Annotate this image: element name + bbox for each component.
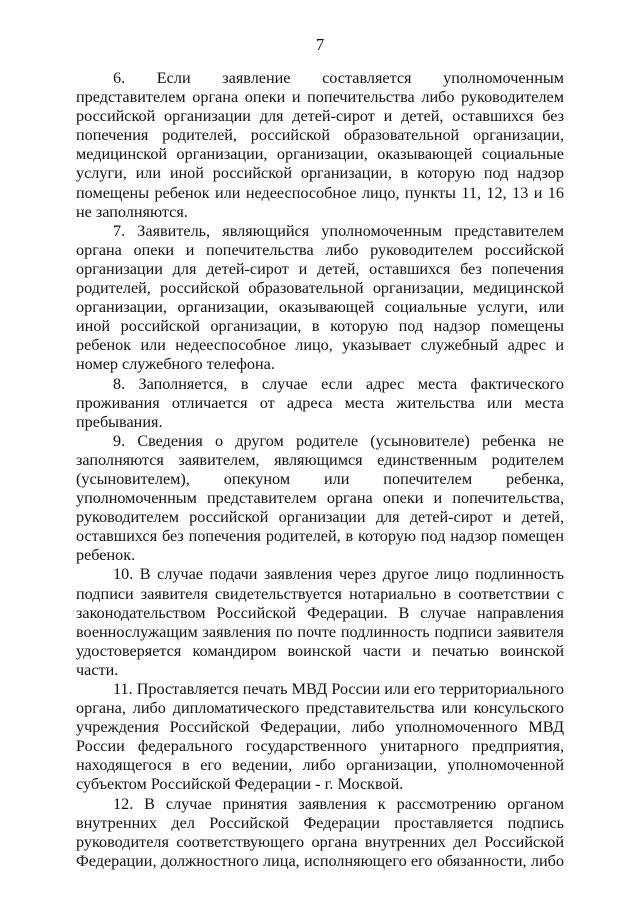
paragraph-12: 12. В случае принятия заявления к рассмотрению органом внутренних дел Российской Федерации проставляется подпись руководителя соответствующего органа внутренних дел Российской Федерации, должностного лица, исполняющего его обязанности, либо xyxy=(76,794,564,870)
paragraph-8: 8. Заполняется, в случае если адрес места фактического проживания отличается от адреса места жительства или места пребывания. xyxy=(76,374,564,431)
paragraph-9: 9. Сведения о другом родителе (усыновителе) ребенка не заполняются заявителем, являющимся единственным родителем (усыновителем), опекуном или попечителем ребенка, уполномоченным представителем органа опеки и попечительства, руководителем российской организации для детей-сирот и детей, оставшихся без попечения родителей, в которую под надзор помещен ребенок. xyxy=(76,431,564,565)
page-number: 7 xyxy=(315,35,325,54)
paragraph-6: 6. Если заявление составляется уполномоченным представителем органа опеки и попечительства либо руководителем российской организации для детей-сирот и детей, оставшихся без попечения родителей, российской образовательной организации, медицинской организации, организации, оказывающей социальные услуги, или иной российской организации, в которую под надзор помещены ребенок или недееспособное лицо, пункты 11, 12, 13 и 16 не заполняются. xyxy=(76,69,564,221)
paragraph-11: 11. Проставляется печать МВД России или его территориального органа, либо дипломатического представительства или консульского учреждения Российской Федерации, либо уполномоченного МВД России федерального государственного унитарного предприятия, находящегося в его ведении, либо организации, уполномоченной субъектом Российской Федерации - г. Москвой. xyxy=(76,680,564,794)
paragraph-10: 10. В случае подачи заявления через другое лицо подлинность подписи заявителя свидетельствуется нотариально в соответствии с законодательством Российской Федерации. В случае направления военнослужащим заявления по почте подлинность подписи заявителя удостоверяется командиром воинской части и печатью воинской части. xyxy=(76,565,564,679)
document-body xyxy=(76,69,564,871)
paragraph-7: 7. Заявитель, являющийся уполномоченным представителем органа опеки и попечительства либо руководителем российской организации для детей-сирот и детей, оставшихся без попечения родителей, российской образовательной организации, медицинской организации, организации, оказывающей социальные услуги, или иной российской организации, в которую под надзор помещены ребенок или недееспособное лицо, указывает служебный адрес и номер служебного телефона. xyxy=(76,221,564,374)
